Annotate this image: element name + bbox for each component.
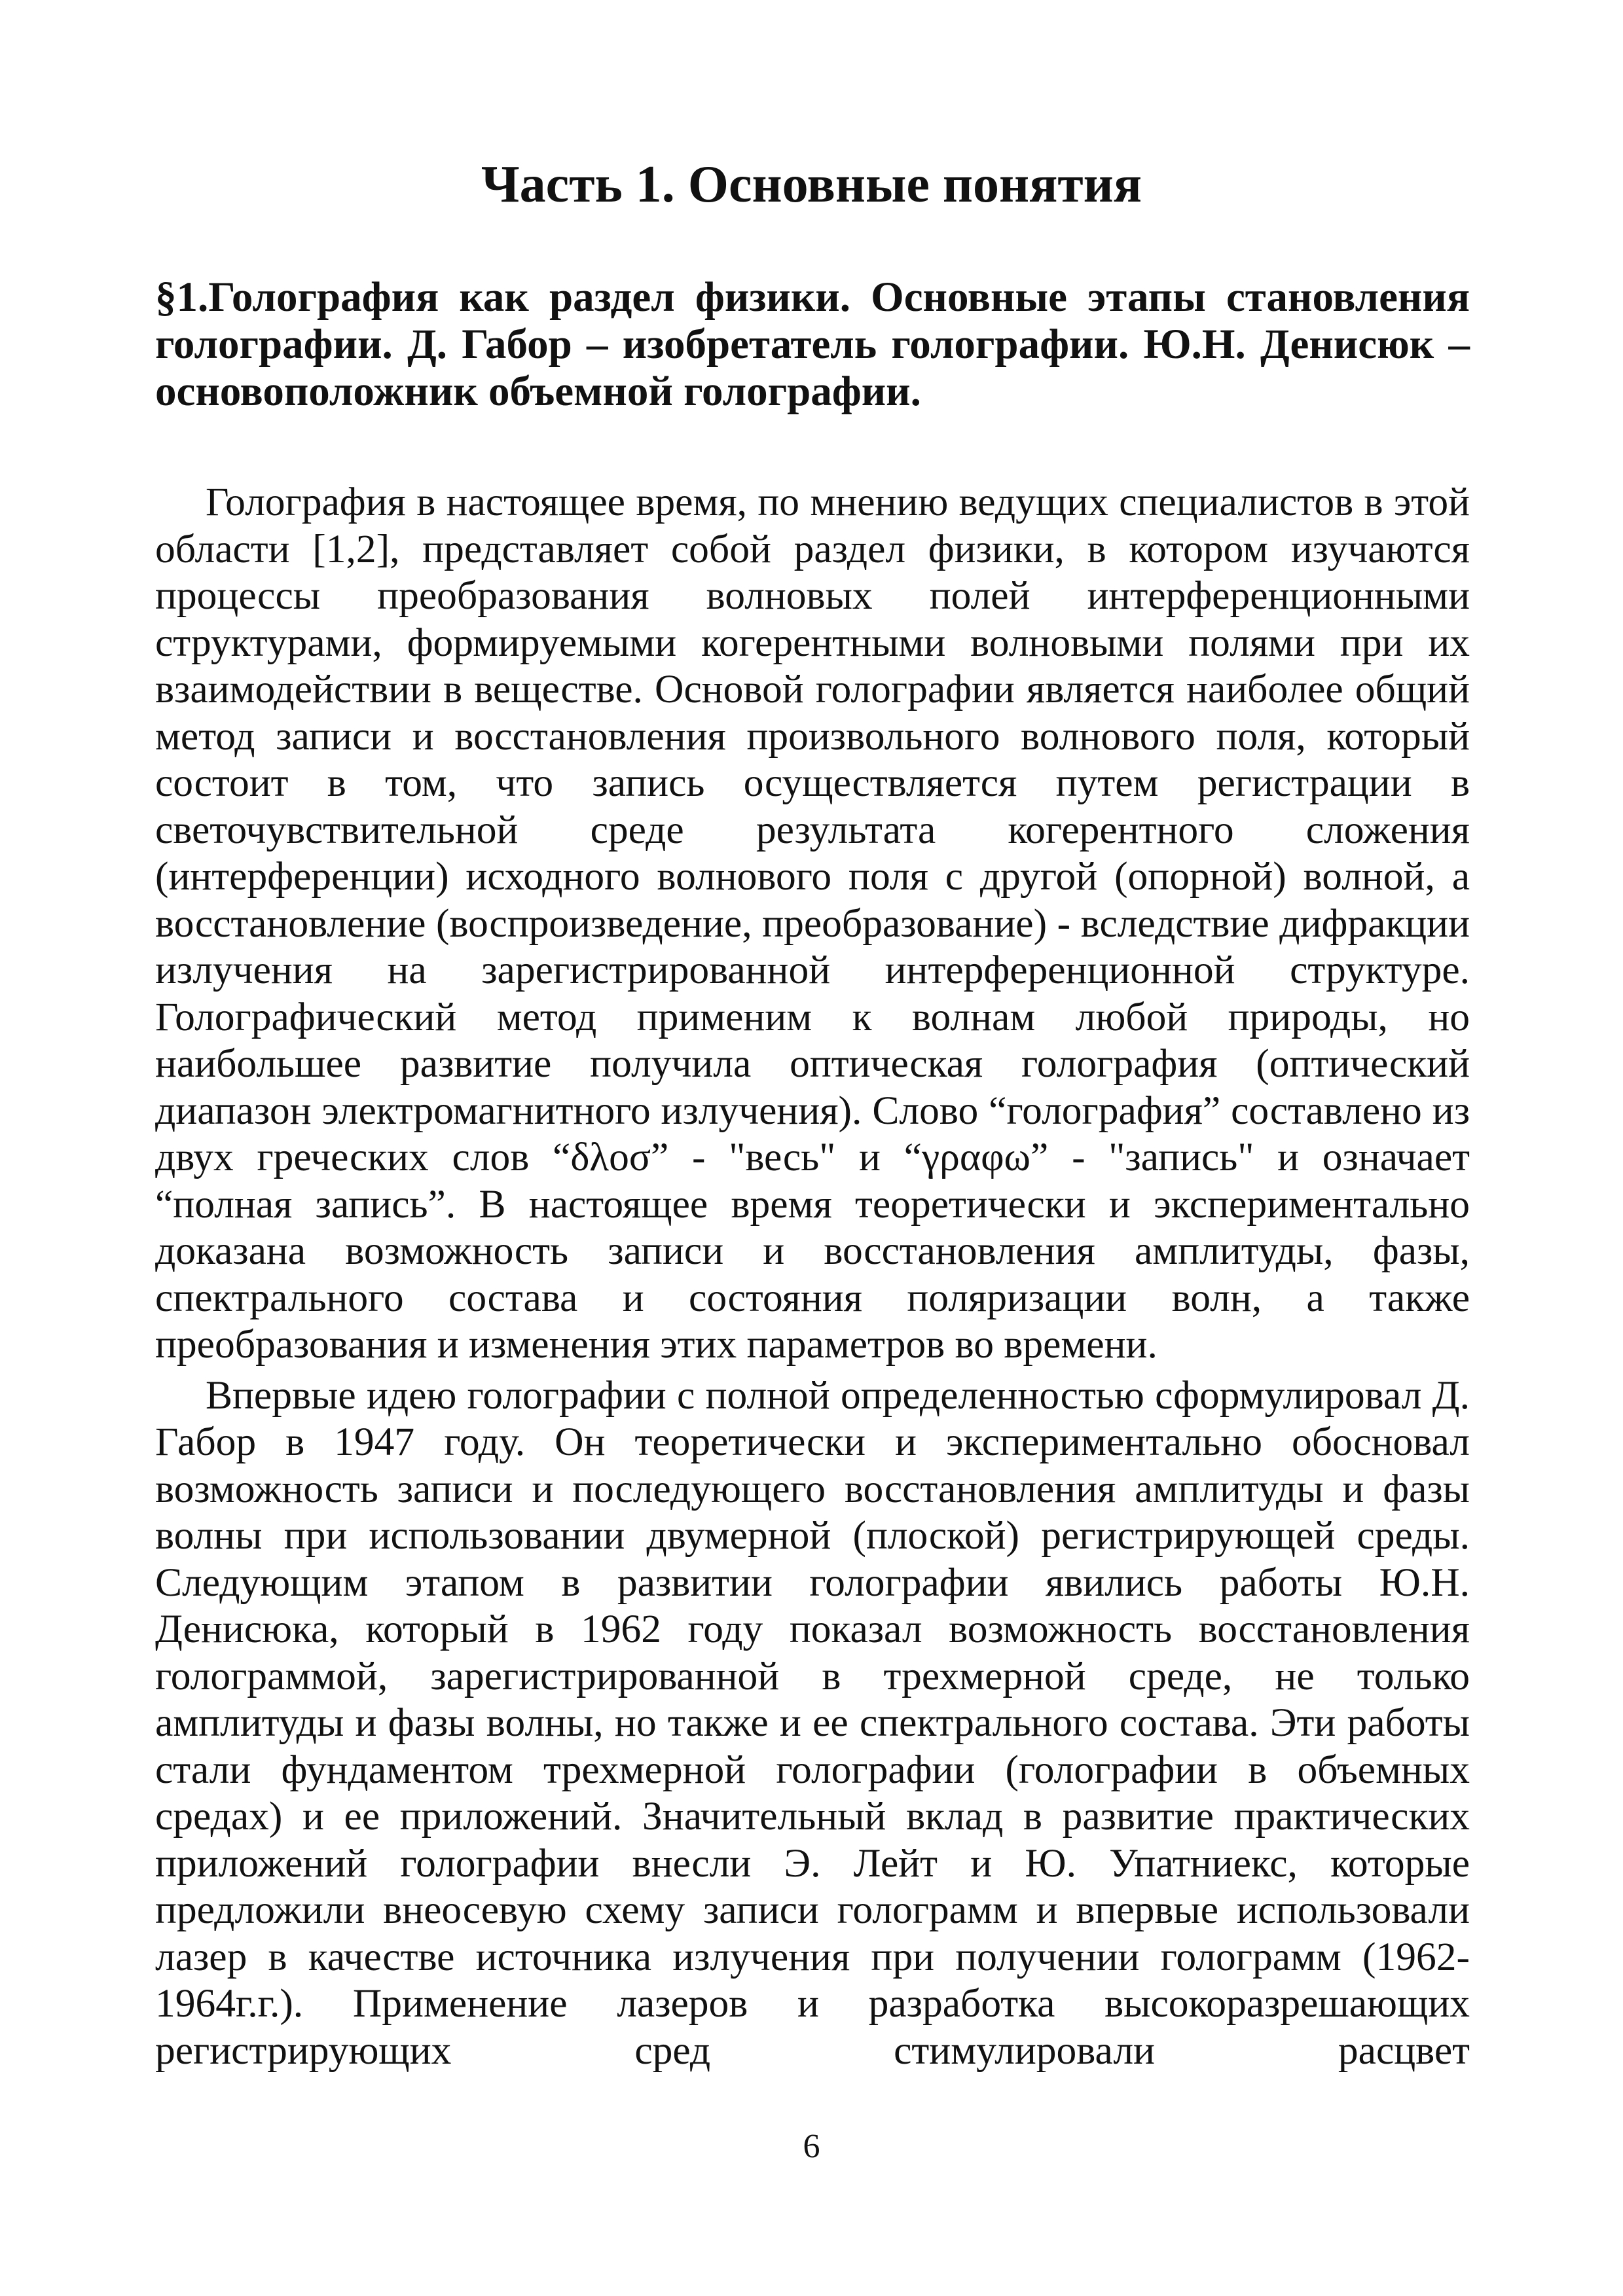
paragraph-1: Голография в настоящее время, по мнению ведущих специалистов в этой области [1,2], представляет собой раздел физики, в котором изучаются процессы преобразования волновых полей интерференционными структурами, формируемыми когерентными волновыми полями при их взаимодействии в веществе. Основой голографии является наиболее общий метод записи и восстановления произвольного волнового поля, который состоит в том, что запись осуществляется путем регистрации в светочувствительной среде результата когерентного сложения (интерференции) исходного волнового поля с другой (опорной) волной, а восстановление (воспроизведение, преобразование) - вследствие дифракции излучения на зарегистрированной интерференционной структуре. Голографический метод применим к волнам любой природы, но наибольшее развитие получила оптическая голография (оптический диапазон электромагнитного излучения). Слово “голография” составлено из двух греческих слов “δλοσ” - "весь" и “γραφω” - "запись" и означает “полная запись”. В настоящее время теоретически и экспериментально доказана возможность записи и восстановления амплитуды, фазы, спектрального состава и состояния поляризации волн, а также преобразования и изменения этих параметров во времени. <box>155 480 1470 1367</box>
part-title: Часть 1. Основные понятия <box>481 156 1142 213</box>
body-text <box>155 479 1470 2078</box>
paragraph-2: Впервые идею голографии с полной определенностью сформулировал Д. Габор в 1947 году. Он теоретически и экспериментально обосновал возможность записи и последующего восстановления амплитуды и фазы волны при использовании двумерной (плоской) регистрирующей среды. Следующим этапом в развитии голографии явились работы Ю.Н. Денисюка, который в 1962 году показал возможность восстановления голограммой, зарегистрированной в трехмерной среде, не только амплитуды и фазы волны, но также и ее спектрального состава. Эти работы стали фундаментом трехмерной голографии (голографии в объемных средах) и ее приложений. Значительный вклад в развитие практических приложений голографии внесли Э. Лейт и Ю. Упатниекс, которые предложили внеосевую схему записи голограмм и впервые использовали лазер в качестве источника излучения при получении голограмм (1962-1964г.г.). Применение лазеров и разработка высокоразрешающих регистрирующих сред стимулировали расцвет <box>155 1372 1470 2073</box>
section-heading: §1.Голография как раздел физики. Основные этапы становления голографии. Д. Габор – изобретатель голографии. Ю.Н. Денисюк – основоположник объемной голографии. <box>155 274 1470 415</box>
page-number: 6 <box>803 2128 820 2165</box>
